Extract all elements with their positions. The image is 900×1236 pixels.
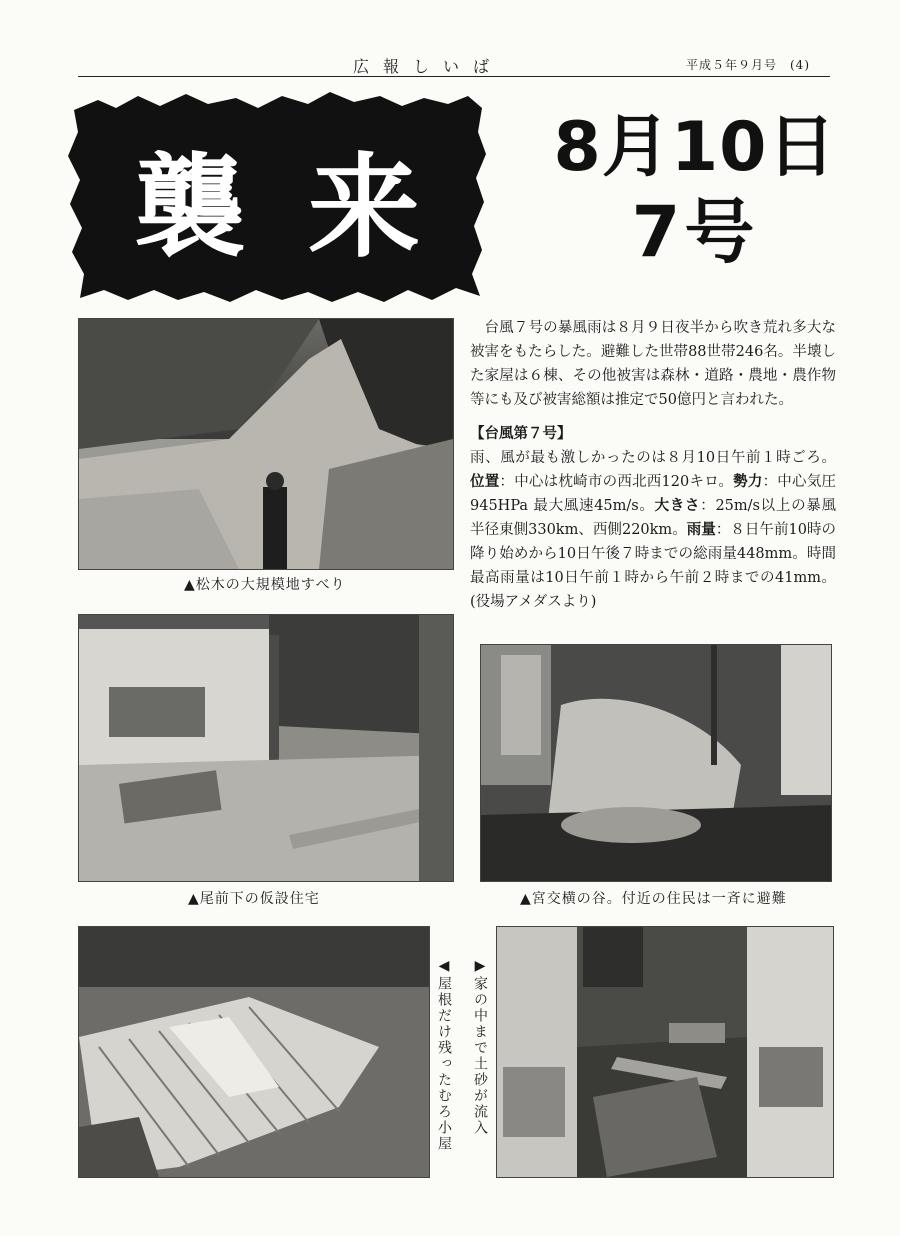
photo-landslide [78, 318, 454, 570]
caption-photo-5: ▶家の中まで土砂が流入 [472, 958, 488, 1136]
caption-photo-3: ▲宮交横の谷。付近の住民は一斉に避難 [520, 891, 787, 907]
headline-banner [68, 92, 486, 304]
caption-photo-2: ▲尾前下の仮設住宅 [188, 891, 320, 907]
article-peak-text: 雨、風が最も激しかったのは８月10日午前１時ごろ。 [470, 450, 836, 466]
banner-char-2: 来 [308, 142, 420, 273]
photo-collapsed-roof [78, 926, 430, 1178]
headline-date: 8月10日 [553, 108, 837, 187]
article-details [470, 446, 836, 614]
photo-temporary-housing [78, 614, 454, 882]
publication-title: 広報しいば [353, 57, 504, 76]
banner-char-1: 襲 [134, 142, 246, 273]
force-label: 勢力 [733, 474, 763, 490]
article-intro: 台風７号の暴風雨は８月９日夜半から吹き荒れ多大な被害をもたらした。避難した世帯88世帯246名。半壊した家屋は６棟、その他被害は森林・道路・農地・農作物等にも及び被害総額は推定で50億円と言われた。 [470, 320, 836, 408]
position-label: 位置 [470, 474, 500, 490]
caption-photo-4: ◀屋根だけ残ったむろ小屋 [436, 958, 452, 1152]
page-header [78, 54, 830, 77]
rain-text: ：８日午前10時の降り始めから10日午後７時までの総雨量448mm。時間最高雨量は10日午前１時から午前２時までの41mm。(役場アメダスより) [470, 522, 837, 610]
caption-photo-1: ▲松木の大規模地すべり [184, 577, 346, 593]
force-text: ：中心気圧945HPa 最大風速45m/s。 [470, 474, 836, 514]
position-text: ：中心は枕崎市の西北西120キロ。 [499, 474, 734, 490]
headline-date-block [550, 106, 840, 274]
article-body [470, 316, 836, 614]
issue-number: 平成５年９月号 (4) [686, 58, 810, 72]
size-label: 大きさ [654, 498, 701, 514]
size-text: ：25m/s以上の暴風半径東側330km、西側220km。 [470, 498, 836, 538]
rain-label: 雨量 [686, 522, 716, 538]
photo-valley [480, 644, 832, 882]
photo-interior-mud [496, 926, 834, 1178]
headline-typhoon: 7号 [631, 191, 759, 273]
article-subhead: 【台風第７号】 [470, 426, 572, 442]
